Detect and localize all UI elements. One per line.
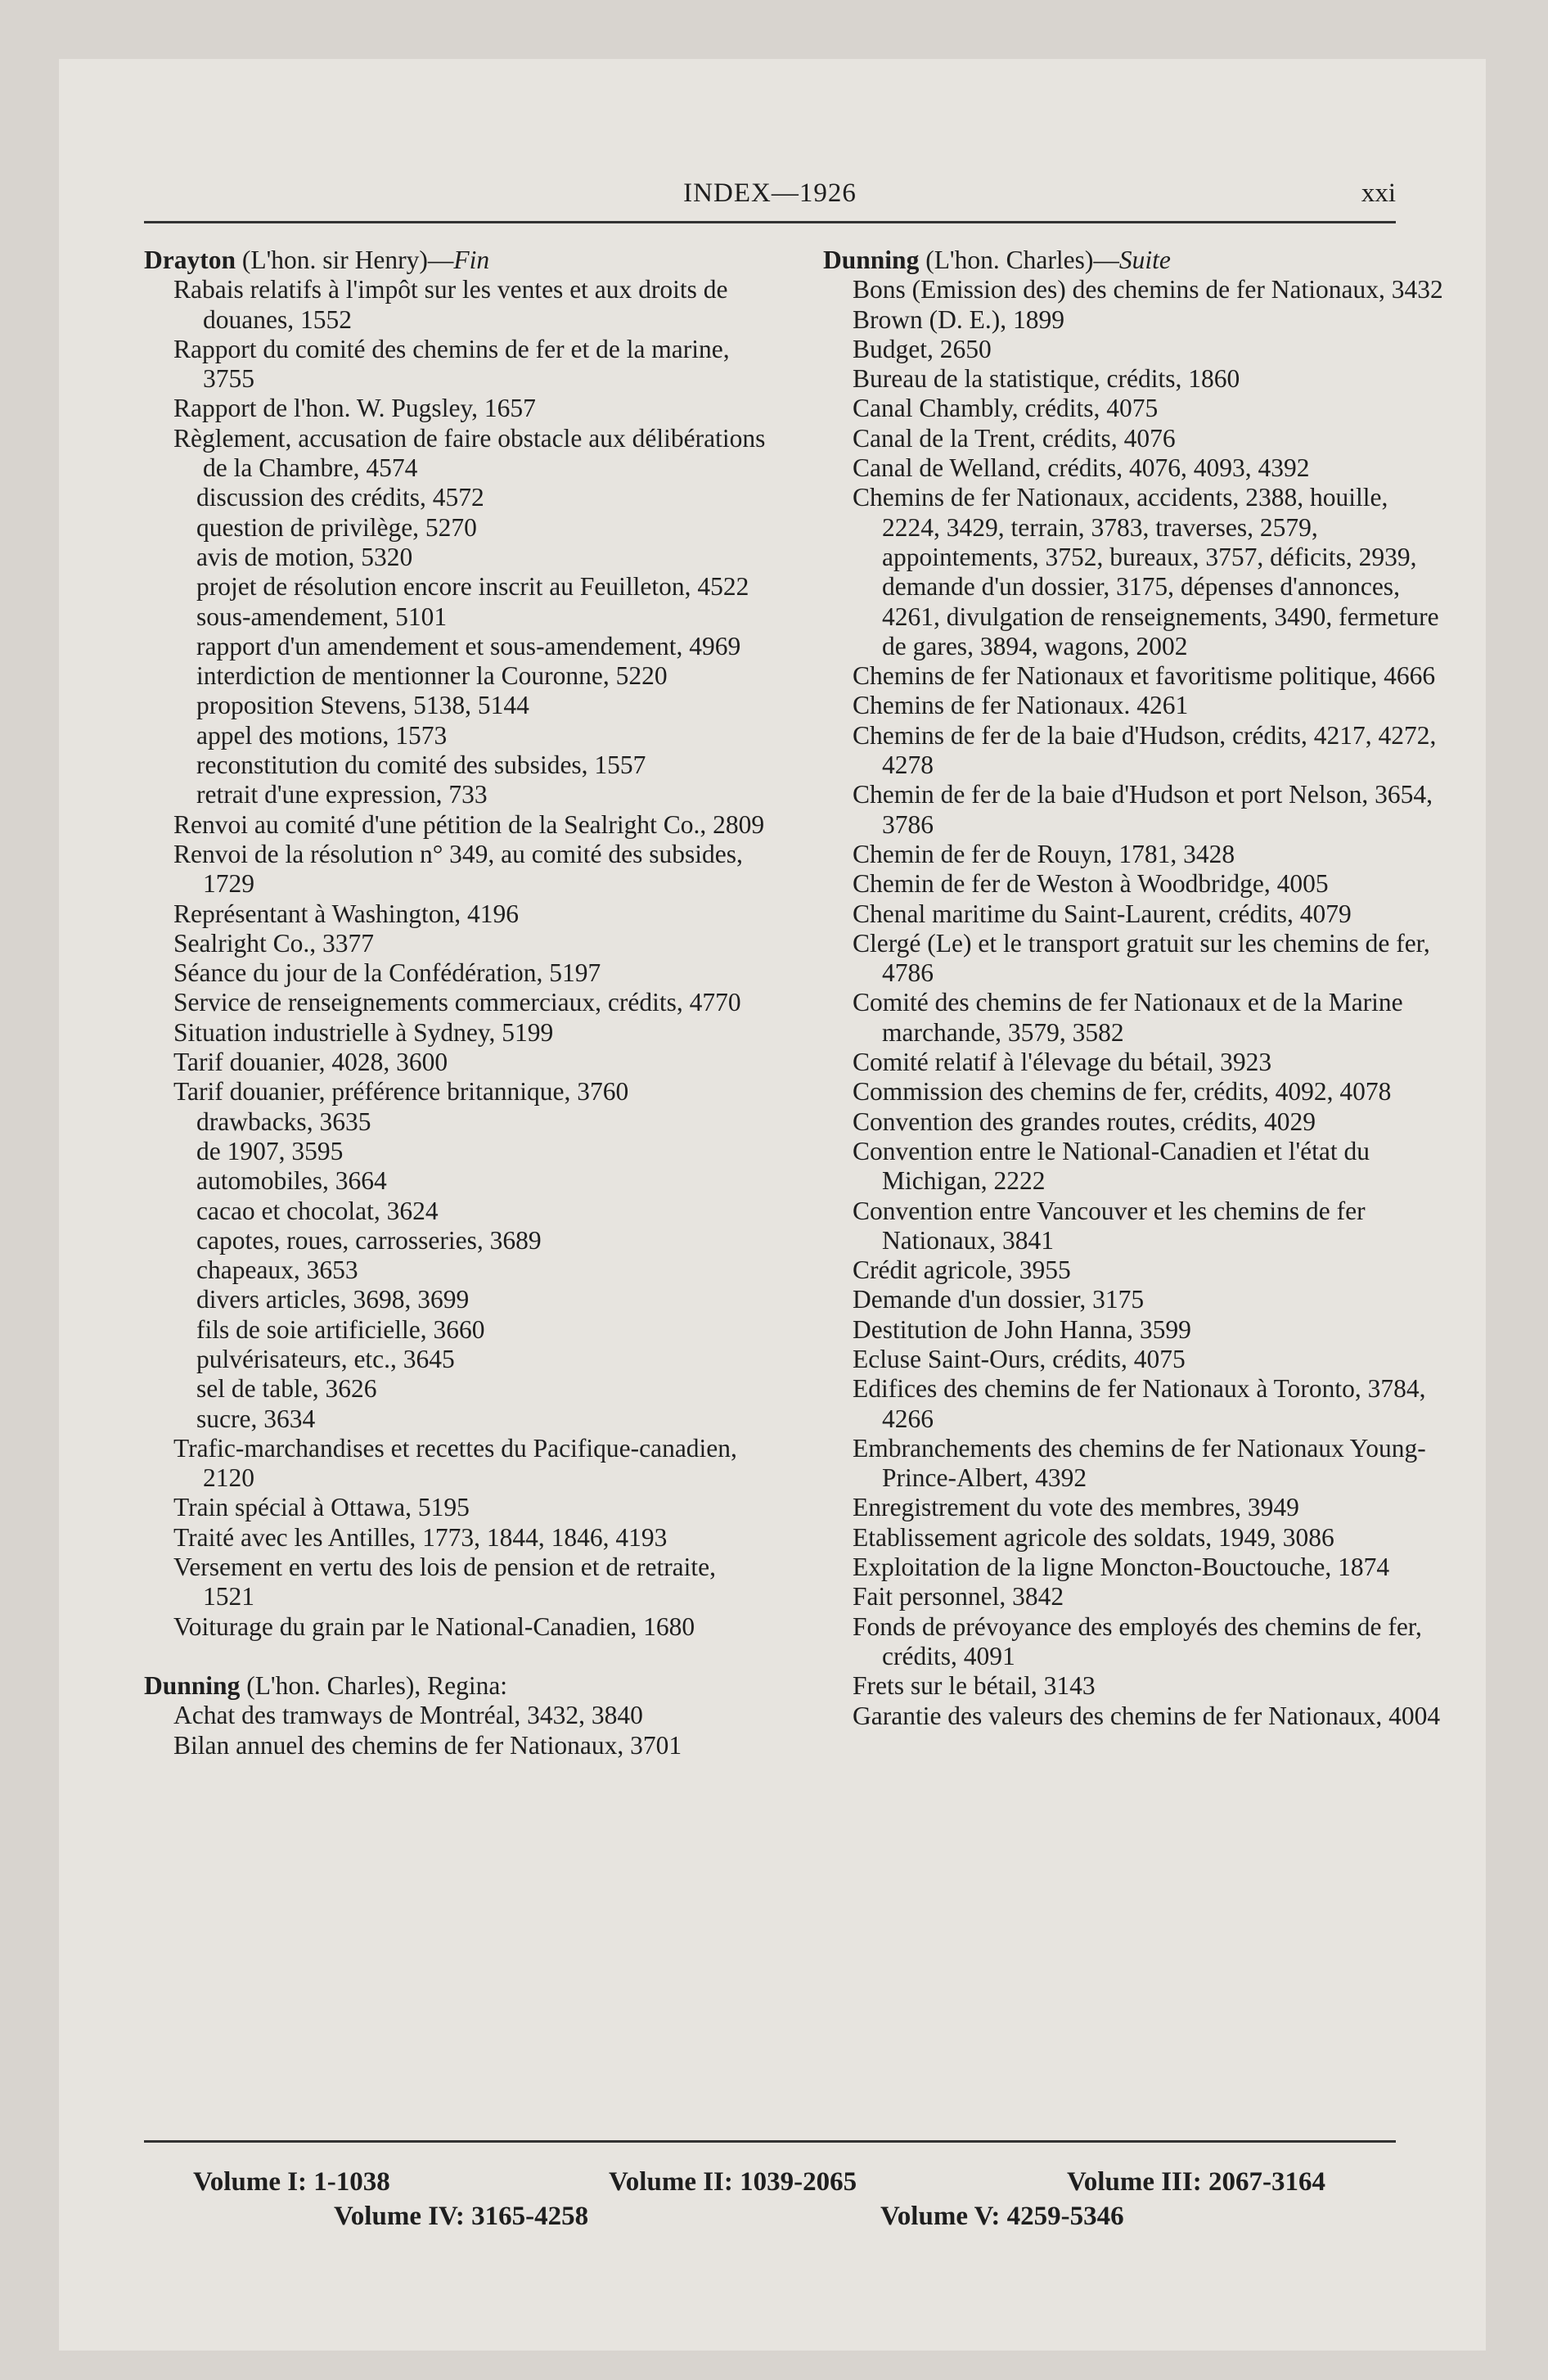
index-entry: Exploitation de la ligne Moncton-Bouctouche, 1874 [853,1553,1390,1582]
index-subentry: question de privilège, 5270 [196,512,477,542]
index-entry: Train spécial à Ottawa, 5195 [173,1493,470,1522]
index-entry: Crédit agricole, 3955 [853,1255,1071,1285]
index-entry: Rabais relatifs à l'impôt sur les ventes et aux droits de douanes, 1552 [173,275,728,334]
index-entry: Comité relatif à l'élevage du bétail, 3923 [853,1048,1272,1077]
index-entry: Tarif douanier, préférence britannique, 3760 [173,1077,629,1107]
index-entry: Frets sur le bétail, 3143 [853,1671,1096,1701]
index-entry: Chemins de fer Nationaux. 4261 [853,691,1189,720]
index-entry: Traité avec les Antilles, 1773, 1844, 1846, 4193 [173,1522,668,1552]
index-entry: Clergé (Le) et le transport gratuit sur les chemins de fer, 4786 [853,928,1430,988]
index-entry: Chemin de fer de Rouyn, 1781, 3428 [853,839,1235,868]
index-entry: Chemin de fer de Weston à Woodbridge, 4005 [853,869,1329,899]
running-title: INDEX—1926 [683,178,857,208]
index-subentry: sel de table, 3626 [196,1374,377,1404]
index-entry: Convention des grandes routes, crédits, 4029 [853,1107,1316,1136]
index-subentry: rapport d'un amendement et sous-amendement, 4969 [196,631,741,660]
index-heading-dunning-suite [823,246,1445,275]
index-entry: Rapport de l'hon. W. Pugsley, 1657 [173,394,536,423]
heading-name: Dunning [823,246,920,274]
index-entry: Achat des tramways de Montréal, 3432, 3840 [173,1701,643,1730]
page-header [144,172,1396,223]
index-entry: Rapport du comité des chemins de fer et de la marine, 3755 [173,334,730,394]
index-entry: Règlement, accusation de faire obstacle aux délibérations de la Chambre, 4574 [173,423,766,483]
index-subentry: divers articles, 3698, 3699 [196,1285,470,1314]
index-entry: Comité des chemins de fer Nationaux et de la Marine marchande, 3579, 3582 [853,988,1403,1047]
index-entry: Fait personnel, 3842 [853,1582,1064,1611]
index-entry: Edifices des chemins de fer Nationaux à Toronto, 3784, 4266 [853,1374,1426,1433]
index-subentry: cacao et chocolat, 3624 [196,1196,439,1225]
heading-suffix: Suite [1118,246,1171,274]
left-column [144,246,766,1760]
index-heading-drayton [144,246,766,275]
index-subentry: capotes, roues, carrosseries, 3689 [196,1225,542,1255]
index-entry: Embranchements des chemins de fer Nationaux Young-Prince-Albert, 4392 [853,1433,1426,1493]
index-entry: Bons (Emission des) des chemins de fer Nationaux, 3432 [853,275,1443,304]
index-entry: Bilan annuel des chemins de fer Nationaux, 3701 [173,1730,682,1760]
index-subentry: automobiles, 3664 [196,1166,387,1196]
index-entry: Sealright Co., 3377 [173,928,374,958]
index-subentry: reconstitution du comité des subsides, 1557 [196,751,646,780]
index-entry: Demande d'un dossier, 3175 [853,1285,1145,1314]
index-entry: Budget, 2650 [853,334,992,363]
volume-range-3: Volume III: 2067-3164 [1067,2167,1325,2197]
index-entry: Ecluse Saint-Ours, crédits, 4075 [853,1344,1186,1373]
index-subentry: discussion des crédits, 4572 [196,483,484,512]
index-subentry: de 1907, 3595 [196,1136,344,1165]
volume-range-2: Volume II: 1039-2065 [609,2167,857,2197]
heading-rest: (L'hon. sir Henry)— [236,246,454,274]
index-entry: Séance du jour de la Confédération, 5197 [173,958,601,988]
index-entry: Tarif douanier, 4028, 3600 [173,1048,448,1077]
index-subentry: chapeaux, 3653 [196,1255,358,1285]
index-entry: Convention entre Vancouver et les chemins de fer Nationaux, 3841 [853,1196,1366,1255]
index-entry: Garantie des valeurs des chemins de fer Nationaux, 4004 [853,1701,1441,1730]
index-entry: Fonds de prévoyance des employés des chemins de fer, crédits, 4091 [853,1611,1422,1670]
index-subentry: sucre, 3634 [196,1404,316,1433]
volume-range-1: Volume I: 1-1038 [193,2167,390,2197]
index-subentry: pulvérisateurs, etc., 3645 [196,1344,455,1373]
index-heading-dunning [144,1671,766,1701]
volume-range-5: Volume V: 4259-5346 [880,2202,1124,2231]
index-entry: Versement en vertu des lois de pension et de retraite, 1521 [173,1553,717,1611]
index-entry: Brown (D. E.), 1899 [853,304,1064,334]
heading-rest: (L'hon. Charles)— [919,246,1119,274]
index-entry: Chemins de fer Nationaux et favoritisme politique, 4666 [853,661,1436,691]
index-entry: Chenal maritime du Saint-Laurent, crédits, 4079 [853,899,1352,928]
index-subentry: appel des motions, 1573 [196,720,448,750]
heading-rest: (L'hon. Charles), Regina: [240,1670,508,1700]
index-subentry: avis de motion, 5320 [196,542,413,571]
index-entry: Situation industrielle à Sydney, 5199 [173,1017,554,1047]
index-entry: Voiturage du grain par le National-Canadien, 1680 [173,1611,695,1641]
index-entry: Commission des chemins de fer, crédits, 4092, 4078 [853,1077,1392,1107]
index-entry: Trafic-marchandises et recettes du Pacifique-canadien, 2120 [173,1433,737,1493]
index-subentry: retrait d'une expression, 733 [196,780,488,809]
heading-name: Dunning [144,1670,241,1700]
heading-suffix: Fin [453,246,490,274]
index-subentry: drawbacks, 3635 [196,1107,371,1136]
volume-range-4: Volume IV: 3165-4258 [334,2202,589,2231]
index-entry: Renvoi de la résolution n° 349, au comité des subsides, 1729 [173,839,743,899]
index-entry: Canal de Welland, crédits, 4076, 4093, 4392 [853,453,1310,483]
index-entry: Etablissement agricole des soldats, 1949, 3086 [853,1522,1334,1552]
index-entry: Service de renseignements commerciaux, crédits, 4770 [173,988,741,1017]
index-subentry: interdiction de mentionner la Couronne, 5220 [196,661,668,691]
index-entry: Enregistrement du vote des membres, 3949 [853,1493,1299,1522]
heading-name: Drayton [144,246,236,274]
index-subentry: proposition Stevens, 5138, 5144 [196,691,529,720]
index-entry: Renvoi au comité d'une pétition de la Sealright Co., 2809 [173,809,765,839]
index-entry: Canal Chambly, crédits, 4075 [853,394,1159,423]
page-number: xxi [1361,178,1396,208]
right-column [823,246,1445,1731]
index-subentry: sous-amendement, 5101 [196,602,448,631]
index-subentry: fils de soie artificielle, 3660 [196,1314,485,1344]
index-entry: Destitution de John Hanna, 3599 [853,1314,1191,1344]
index-entry: Chemin de fer de la baie d'Hudson et port Nelson, 3654, 3786 [853,780,1433,839]
index-entry: Convention entre le National-Canadien et l'état du Michigan, 2222 [853,1136,1370,1196]
index-subentry: projet de résolution encore inscrit au Feuilleton, 4522 [196,572,749,602]
index-entry: Chemins de fer Nationaux, accidents, 2388, houille, 2224, 3429, terrain, 3783, traverses, 2579, appointements, 3752, bureaux, 3757, déficits, 2939, demande d'un dossier, 3175, dépenses d'annonces, 4261, divulgation de renseignements, 3490, fermeture de gares, 3894, wagons, 2002 [853,483,1439,660]
index-entry: Représentant à Washington, 4196 [173,899,520,928]
index-entry: Chemins de fer de la baie d'Hudson, crédits, 4217, 4272, 4278 [853,720,1437,780]
volume-footer [144,2140,1396,2234]
index-entry: Bureau de la statistique, crédits, 1860 [853,364,1240,394]
index-entry: Canal de la Trent, crédits, 4076 [853,423,1176,453]
